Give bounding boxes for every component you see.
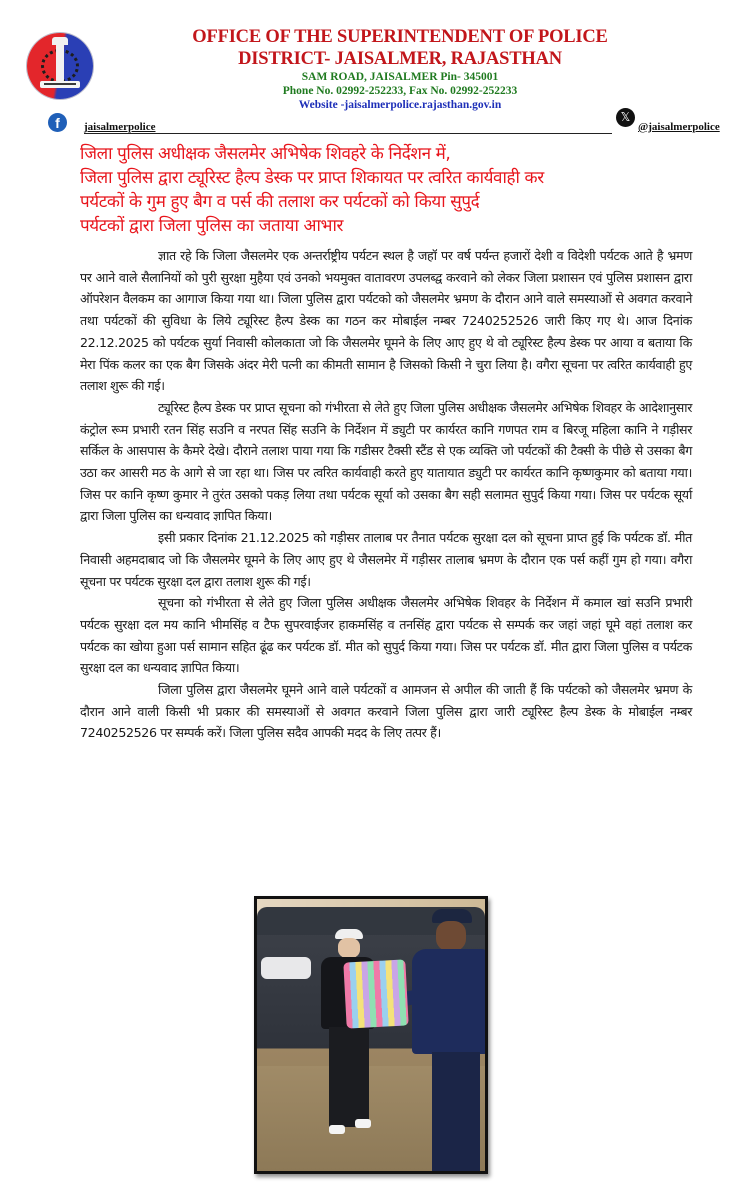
body-paragraph: इसी प्रकार दिनांक 21.12.2025 को गड़ीसर तालाब पर तैनात पर्यटक सुरक्षा दल को सूचना प्राप्त हुई कि पर्यटक डॉ. मीत निवासी अहमदाबाद जो कि जैसलमेर घूमने के लिए आए हुए थे जैसलमेर में गड़ीसर तालाब भ्रमण के दौरान एक पर्स कहीं गुम हो गया। वगैरा सूचना पर पर्यटक सुरक्षा दल द्वारा तलाश शुरू की गई। — [80, 530, 692, 589]
x-handle[interactable]: @jaisalmerpolice — [638, 121, 720, 133]
facebook-handle[interactable]: jaisalmerpolice — [84, 121, 156, 133]
headline-line: जिला पुलिस द्वारा ट्यूरिस्ट हैल्प डेस्क पर प्राप्त शिकायत पर त्वरित कार्यवाही कर — [80, 168, 544, 188]
press-release-body — [80, 245, 692, 744]
letterhead-divider — [84, 133, 612, 134]
facebook-icon[interactable]: f — [48, 113, 67, 132]
phone-fax: Phone No. 02992-252233, Fax No. 02992-252233 — [282, 85, 518, 97]
handover-photo — [254, 896, 488, 1174]
district-title: DISTRICT- JAISALMER, RAJASTHAN — [238, 49, 562, 69]
body-paragraph: जिला पुलिस द्वारा जैसलमेर घूमने आने वाले पर्यटकों व आमजन से अपील की जाती हैं कि पर्यटको को जैसलमेर भ्रमण के दौरान आने वाली किसी भी प्रकार की समस्याओं से अवगत करवाने जिला पुलिस द्वारा जारी ट्यूरिस्ट हैल्प डेस्क के मोबाईल नम्बर 7240252526 पर सम्पर्क करें। जिला पुलिस सदैव आपकी मदद के लिए तत्पर हैं। — [80, 682, 692, 741]
body-paragraph: ट्यूरिस्ट हैल्प डेस्क पर प्राप्त सूचना को गंभीरता से लेते हुए जिला पुलिस अधीक्षक जैसलमेर अभिषेक शिवहर के आदेशानुसार कंट्रोल रूम प्रभारी रतन सिंह सउनि व नरपत सिंह सउनि के निर्देशन में ड्युटी पर कार्यरत कानि गणपत राम व बिरजू महिला कानि ने गड़ीसर सर्किल के आसपास के कैमरे देखे। दौराने तलाश पाया गया कि गडीसर टैक्सी स्टैंड से एक व्यक्ति जो पर्यटकों की टैक्सी के पीछे से उसका बैग उठा कर आसरी मठ के आगे से जा रहा था। जिस पर त्वरित कार्यवाही करते हुए यातायात ड्युटी पर कार्यरत कानि कृष्णकुमार को बताया गया। जिस पर कानि कृष्ण कुमार ने तुरंत उसको पकड़ लिया तथा पर्यटक सूर्या को उसका बैग सही सलामत सुपुर्द किया गया। जिस पर पर्यटक सूर्या द्वारा जिला पुलिस का धन्यवाद ज्ञापित किया। — [80, 399, 693, 524]
body-paragraph: ज्ञात रहे कि जिला जैसलमेर एक अन्तर्राष्ट्रीय पर्यटन स्थल है जहॉ पर वर्ष पर्यन्त हजारों देशी व विदेशी पर्यटक आते है भ्रमण पर आने वाले सैलानियों को पुरी सुरक्षा मुहैया एवं उनको भयमुक्त वातावरण उपलब्द्व करवाने को लेकर जिला प्रशासन एवं पुलिस प्रशासन द्वारा ऑपरेशन वैलकम का आगाज किया गया था। जिला पुलिस द्वारा पर्यटको को जैसलमेर भ्रमण के दौरान आने वाले समस्याओं से अवगत करवाने तथा पर्यटकों की सुविधा के लिये ट्यूरिस्ट हैल्प डेस्क का गठन कर मोबाईल नम्बर 7240252526 जारी किए गए थे। आज दिनांक 22.12.2025 को पर्यटक सुर्या निवासी कोलकाता जो कि जैसलमेर घूमने के लिए आए हुए थे वो ट्यूरिस्ट हैल्प डेस्क पर आया व बताया कि मेरा पिंक कलर का एक बैग जिसके अंदर मेरी पत्नी का कीमती सामान है जिसको किसी ने चुरा लिया है। वगैरा सूचना पर त्वरित कार्यवाही हुए तलाश शुरू की गई। — [80, 248, 692, 394]
office-address: SAM ROAD, JAISALMER Pin- 345001 — [301, 71, 499, 83]
social-bar — [48, 110, 720, 135]
office-title: OFFICE OF THE SUPERINTENDENT OF POLICE — [192, 27, 608, 47]
headline-line: पर्यटकों द्वारा जिला पुलिस का जताया आभार — [80, 216, 344, 236]
headline-line: जिला पुलिस अधीक्षक जैसलमेर अभिषेक शिवहरे के निर्देशन में, — [80, 144, 451, 164]
police-officer-figure — [392, 907, 488, 1174]
parked-car — [261, 957, 311, 979]
striped-luggage-bag — [343, 959, 408, 1028]
emblem-pillar — [56, 40, 64, 82]
website-link[interactable]: Website -jaisalmerpolice.rajasthan.gov.in — [298, 99, 502, 111]
police-emblem-icon — [27, 33, 93, 99]
headline-line: पर्यटकों के गुम हुए बैग व पर्स की तलाश कर पर्यटकों को किया सुपुर्द — [80, 192, 480, 212]
x-twitter-icon[interactable]: 𝕏 — [616, 108, 635, 127]
letterhead — [180, 26, 620, 112]
body-paragraph: सूचना को गंभीरता से लेते हुए जिला पुलिस अधीक्षक जैसलमेर अभिषेक शिवहर के निर्देशन में कमाल खां सउनि प्रभारी पर्यटक सुरक्षा दल मय कानि भीमसिंह व टैफ सुपरवाईजर हाकमसिंह व तनसिंह द्वारा पर्यटक से सम्पर्क कर जहां जहां घूमे वहां तलाश कर पर्यटक का खोया हुआ पर्स सामान सहित ढूंढ कर पर्यटक डॉ. मीत को सुपुर्द किया गया। जिस पर पर्यटक डॉ. मीत द्वारा जिला पुलिस व पर्यटक सुरक्षा दल का धन्यवाद ज्ञापित किया। — [80, 595, 692, 676]
press-release-headline — [80, 142, 720, 238]
emblem-banner — [40, 81, 80, 88]
